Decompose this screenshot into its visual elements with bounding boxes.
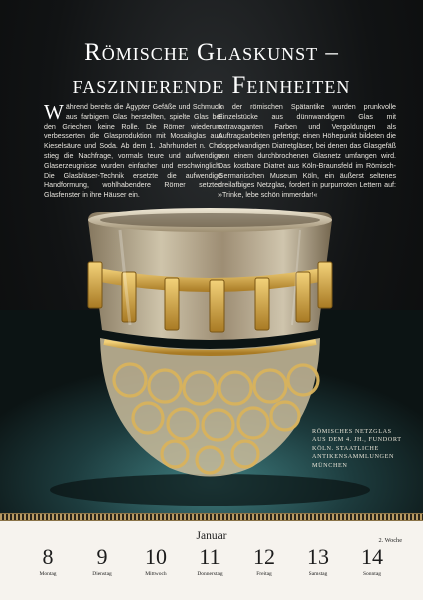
month-label: Januar: [196, 530, 227, 542]
day-number: 11: [199, 544, 221, 569]
drop-cap: W: [44, 100, 64, 124]
caption-line: ANTIKENSAMMLUNGEN: [312, 453, 395, 461]
article-right-text: In der römischen Spätantike wurden prunkvolle Einzelstücke aus dünnwandigem Glas mit extravaganten Farben und Vergoldungen als Auftragsarbeiten gefertigt; einen Höhepunkt bildeten die doppelwandigen Diatretgläser, bei denen das Glasgefäß von einem durchbrochenen Glasnetz umfangen wird. Das kostbare Diatret aus Köln-Braunsfeld im Römisch-Germanischen Museum Köln, ein äußerst seltenes dreilafbiges Netzglas, fordert in purpurroten Lettern auf: »Trinke, lebe schön immerdar!«: [218, 103, 396, 200]
caption-line: MÜNCHEN: [312, 461, 348, 469]
day-monday: [22, 545, 74, 578]
article-column-left: [44, 100, 222, 201]
day-friday: [238, 545, 290, 578]
day-name: Dienstag: [92, 571, 112, 577]
title-line-1: Römische Glaskunst –: [84, 39, 339, 66]
day-name: Donnerstag: [197, 571, 223, 577]
caption-line: AUS DEM 4. JH., FUNDORT: [312, 436, 402, 444]
week-label: 2. Woche: [378, 537, 402, 544]
day-number: 12: [253, 544, 275, 569]
day-sunday: [346, 545, 398, 578]
day-number: 8: [42, 544, 54, 569]
day-number: 14: [361, 544, 383, 569]
page-title: [0, 36, 423, 102]
day-number: 13: [307, 544, 329, 569]
image-caption: [312, 428, 422, 470]
calendar-strip: [0, 521, 423, 600]
day-wednesday: [130, 545, 182, 578]
article-column-right: [218, 103, 396, 201]
title-line-2: faszinierende Feinheiten: [72, 72, 351, 99]
caption-line: KÖLN. STAATLICHE: [312, 444, 379, 452]
article-left-text: ährend bereits die Ägypter Gefäße und Schmuck aus farbigem Glas herstellten, spielte Glas bei den Griechen keine Rolle. Die Römer wiederum verbesserten die Glasproduktion mit Mosaikglas aus Kieselsäure und Soda. Ab dem 1. Jahrhundert n. Chr. stieg die Nachfrage, vormals teure und aufwendige Glaserzeugnisse wurden einfacher und erschwinglich. Die Glasbläser-Technik ersetzte die aufwendige Handformung, wohlhabendere Römer setzten Glasfenster in ihre Häuser ein.: [44, 103, 222, 200]
day-name: Montag: [39, 571, 57, 577]
day-saturday: [292, 545, 344, 578]
day-number: 10: [145, 544, 167, 569]
decorative-border: [0, 513, 423, 521]
day-thursday: [184, 545, 236, 578]
day-tuesday: [76, 545, 128, 578]
day-number: 9: [96, 544, 108, 569]
day-name: Freitag: [256, 571, 272, 577]
day-name: Sonntag: [362, 571, 382, 577]
day-name: Samstag: [308, 571, 328, 577]
caption-line: RÖMISCHES NETZGLAS: [312, 428, 392, 435]
day-name: Mittwoch: [145, 571, 167, 577]
